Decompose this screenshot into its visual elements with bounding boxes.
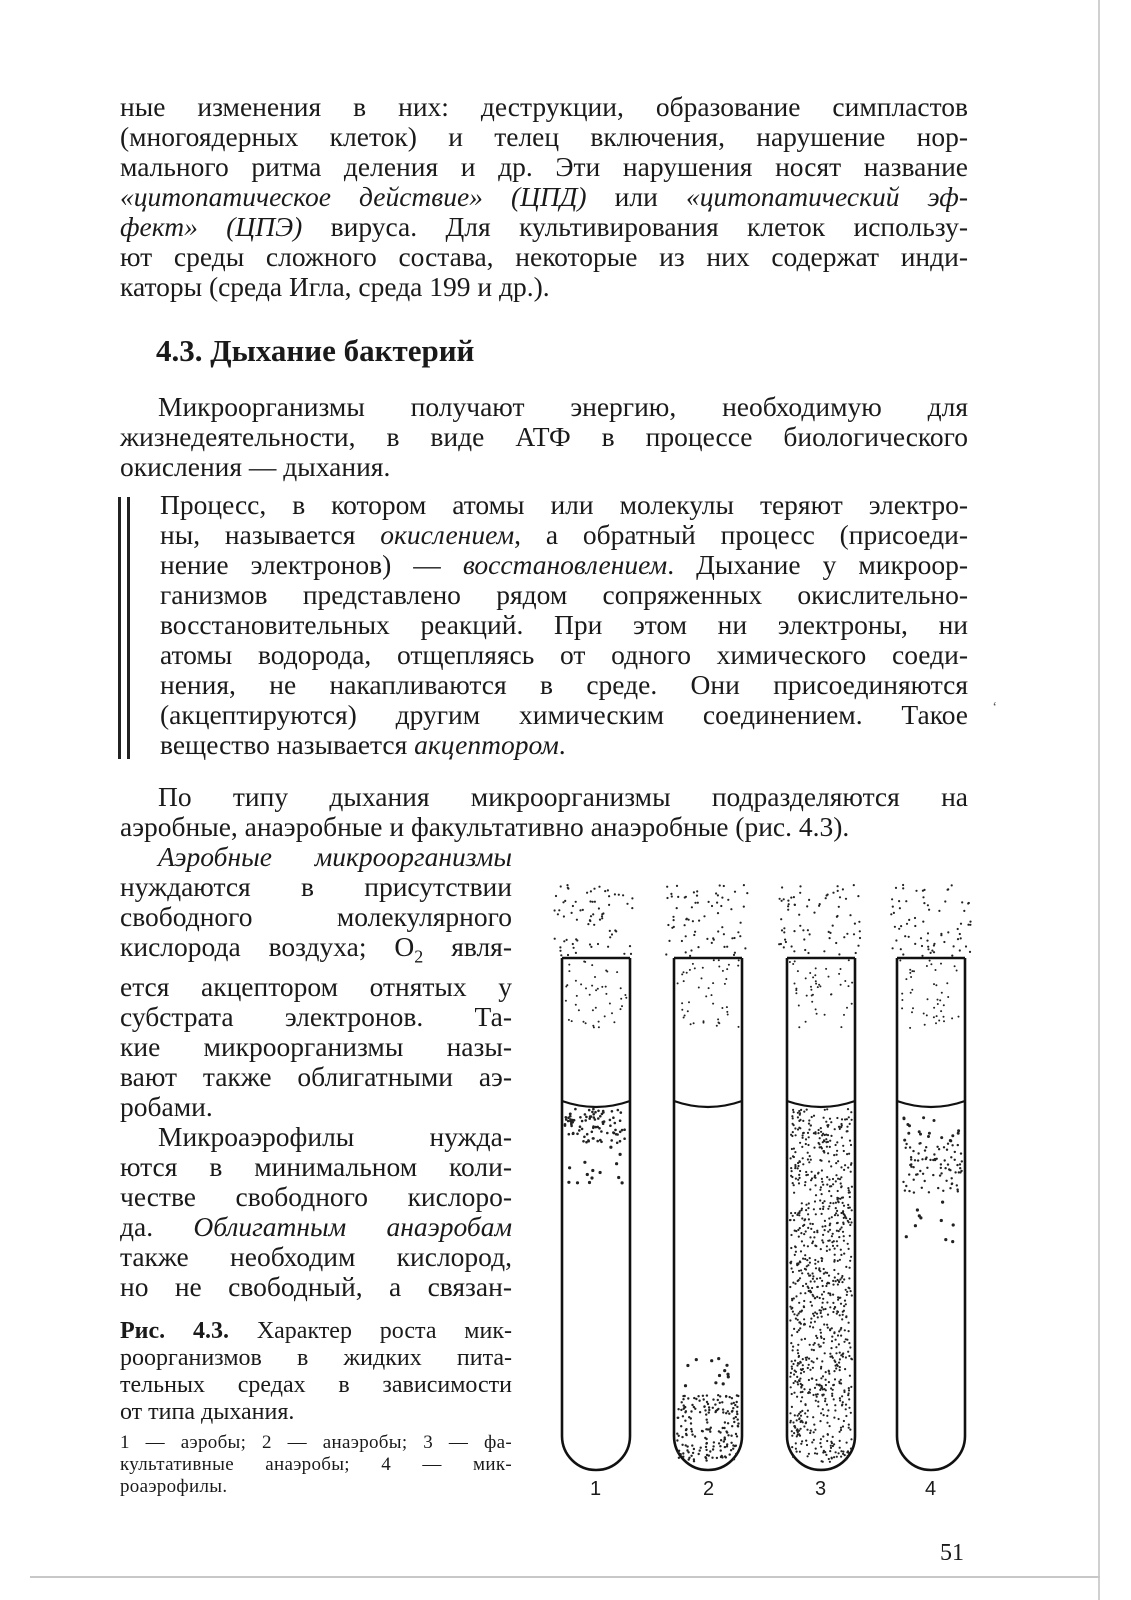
text-line: ганизмов представлено рядом сопряженных окислительно- xyxy=(160,579,968,610)
text-line: Микроаэрофилы нужда- xyxy=(158,1120,512,1152)
term-cpd: «цитопатическое действие» (ЦПД) xyxy=(120,181,587,212)
text-line: свободного молекулярного xyxy=(120,901,512,932)
text-line: от типа дыхания. xyxy=(120,1399,295,1425)
tube-label-3: 3 xyxy=(815,1478,827,1500)
text-line xyxy=(120,182,968,212)
text-line xyxy=(120,212,968,242)
text-line: но не свободный, а связан- xyxy=(120,1270,512,1302)
margin-bar xyxy=(118,497,121,759)
test-tube-2 xyxy=(674,958,742,1470)
text-line: Микроорганизмы получают энергию, необходимую для xyxy=(158,391,968,422)
test-tubes-figure xyxy=(540,875,990,1515)
text-line: культативные анаэробы; 4 — мик- xyxy=(120,1454,512,1475)
margin-bar xyxy=(127,497,130,759)
page-edge-right xyxy=(1098,0,1100,1600)
text-line: ют среды сложного состава, некоторые из них содержат инди- xyxy=(120,241,968,272)
text-line xyxy=(160,730,968,760)
term-acceptor: акцептором xyxy=(414,729,559,760)
text-line: (многоядерных клеток) и телец включения, нарушение нор- xyxy=(120,121,968,152)
medium-meniscus xyxy=(674,1101,742,1107)
tube-label-1: 1 xyxy=(590,1478,602,1500)
text-line: окисления — дыхания. xyxy=(120,451,391,482)
term-cpe-cont: фект» (ЦПЭ) xyxy=(120,211,303,242)
test-tube-1 xyxy=(562,958,630,1470)
figure-label: Рис. 4.3. xyxy=(120,1318,229,1344)
intro-paragraph xyxy=(120,392,968,482)
text-fragment: да. xyxy=(120,1210,194,1242)
figure-legend xyxy=(120,1432,512,1498)
medium-meniscus xyxy=(562,1101,630,1107)
text-line: (акцептируются) другим химическим соединением. Такое xyxy=(160,699,968,730)
text-fragment: кислорода воздуха; O xyxy=(120,931,415,962)
caption-text xyxy=(120,1318,512,1426)
text-line: мального ритма деления и др. Эти нарушения носят название xyxy=(120,151,968,182)
text-fragment: нение электронов) — xyxy=(160,549,463,580)
text-line: каторы (среда Игла, среда 199 и др.). xyxy=(120,271,550,302)
tube-label-4: 4 xyxy=(925,1478,937,1500)
left-column-text xyxy=(120,842,512,1302)
stray-mark: ‘ xyxy=(992,700,997,715)
medium-meniscus xyxy=(897,1101,965,1107)
text-fragment: . Дыхание у микроор- xyxy=(667,549,968,580)
section-title: 4.3. Дыхание бактерий xyxy=(156,333,475,368)
text-line xyxy=(160,550,968,580)
text-line xyxy=(120,1318,512,1345)
term-aerobic: Аэробные микроорганизмы xyxy=(158,841,512,872)
text-line: роорганизмов в жидких пита- xyxy=(120,1345,512,1371)
text-line: ются в минимальном коли- xyxy=(120,1150,512,1182)
text-fragment: , а обратный процесс (присоеди- xyxy=(514,519,968,550)
text-fragment: явля- xyxy=(423,931,512,962)
term-oxidation: окислением xyxy=(380,519,515,550)
test-tube-4 xyxy=(897,958,965,1470)
text-line: роаэрофилы. xyxy=(120,1476,228,1497)
text-line: Процесс, в котором атомы или молекулы теряют электро- xyxy=(160,489,968,520)
text-line: 1 — аэробы; 2 — анаэробы; 3 — фа- xyxy=(120,1432,512,1453)
term-reduction: восстановлением xyxy=(462,549,668,580)
text-line: По типу дыхания микроорганизмы подразделяются на xyxy=(158,781,968,812)
text-line: ется акцептором отнятых у xyxy=(120,970,512,1002)
text-line: атомы водорода, отщепляясь от одного химического соеди- xyxy=(160,639,968,670)
text-line: жизнедеятельности, в виде АТФ в процессе биологического xyxy=(120,421,968,452)
text-line: робами. xyxy=(120,1090,213,1122)
text-fragment: Характер роста мик- xyxy=(228,1318,512,1344)
text-line: нения, не накапливаются в среде. Они присоединяются xyxy=(160,669,968,700)
text-line xyxy=(160,520,968,550)
text-line xyxy=(120,1212,512,1242)
text-fragment: вещество называется xyxy=(160,729,415,760)
text-line: нуждаются в присутствии xyxy=(120,871,512,902)
respiration-types-paragraph xyxy=(120,782,968,842)
text-line: ные изменения в них: деструкции, образование симпластов xyxy=(120,91,968,122)
page-number: 51 xyxy=(940,1540,964,1566)
text-line: вают также облигатными аэ- xyxy=(120,1060,512,1092)
tube-label-2: 2 xyxy=(703,1478,715,1500)
figure-caption xyxy=(120,1318,512,1498)
text-fragment: вируса. Для культивирования клеток использу- xyxy=(302,211,968,242)
text-fragment: . xyxy=(558,729,566,760)
top-paragraph xyxy=(120,92,968,302)
text-line: тельных средах в зависимости xyxy=(120,1372,512,1398)
subscript: 2 xyxy=(414,946,424,967)
test-tubes-illustration xyxy=(540,875,990,1515)
medium-meniscus xyxy=(787,1101,855,1107)
text-fragment: или xyxy=(586,181,686,212)
text-line xyxy=(120,932,512,972)
highlighted-paragraph xyxy=(160,490,968,760)
text-line: субстрата электронов. Та- xyxy=(120,1000,512,1032)
text-fragment: ны, называется xyxy=(160,519,381,550)
term-cpe: «цитопатический эф- xyxy=(685,181,968,212)
term-obligate-anaerobes: Облигатным анаэробам xyxy=(193,1210,513,1242)
text-line: аэробные, анаэробные и факультативно анаэробные (рис. 4.3). xyxy=(120,811,850,842)
page-edge-bottom xyxy=(30,1576,1100,1578)
text-line: восстановительных реакций. При этом ни электроны, ни xyxy=(160,609,968,640)
text-line: кие микроорганизмы назы- xyxy=(120,1030,512,1062)
text-line: также необходим кислород, xyxy=(120,1240,512,1272)
text-line: честве свободного кислоро- xyxy=(120,1180,512,1212)
